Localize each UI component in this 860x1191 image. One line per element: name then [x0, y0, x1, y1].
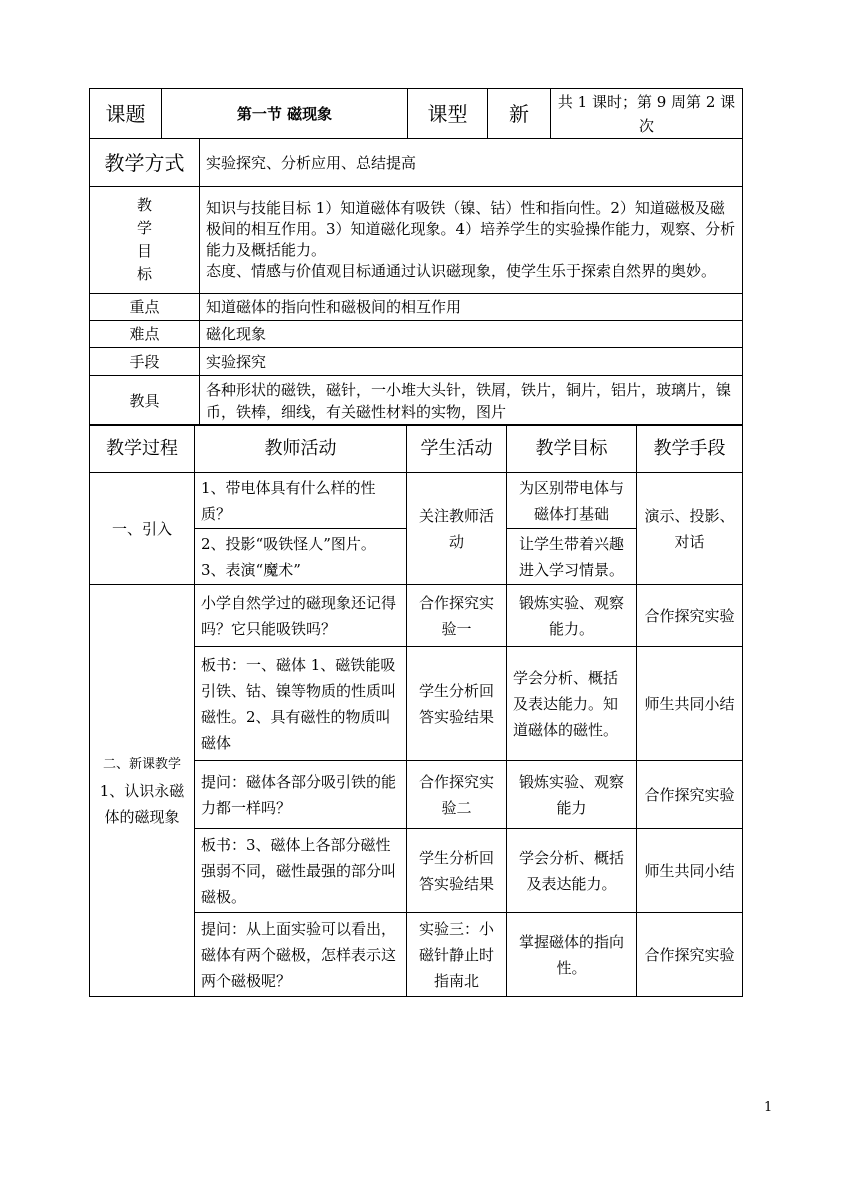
header-goal: 教学目标	[507, 425, 637, 473]
goals-row	[90, 187, 743, 294]
goals-knowledge: 知识与技能目标 1）知道磁体有吸铁（镍、钴）性和指向性。2）知道磁极及磁极间的相互作用。3）知道磁化现象。4）培养学生的实验操作能力，观察、分析能力及概括能力。	[206, 199, 736, 259]
lesson-goal: 学会分析、概括及表达能力。	[507, 829, 637, 913]
topic-row	[90, 89, 743, 139]
intro-teacher-1: 1、带电体具有什么样的性质？	[195, 473, 407, 529]
key-point-row	[90, 294, 743, 321]
header-student: 学生活动	[407, 425, 507, 473]
means-value: 实验探究	[200, 348, 743, 376]
goals-label-char: 目	[136, 242, 152, 260]
page-number: 1	[764, 1100, 773, 1115]
lesson-means: 合作探究实验	[637, 913, 743, 997]
goals-label-char: 学	[136, 219, 152, 237]
lesson-teacher: 提问：磁体各部分吸引铁的能力都一样吗？	[195, 761, 407, 829]
lesson-info-table	[89, 88, 743, 426]
intro-row-1	[90, 473, 743, 529]
process-table	[89, 424, 743, 997]
goals-content	[200, 187, 743, 294]
method-value: 实验探究、分析应用、总结提高	[200, 139, 743, 187]
key-point-value: 知道磁体的指向性和磁极间的相互作用	[200, 294, 743, 321]
lesson-goal: 锻炼实验、观察能力。	[507, 585, 637, 647]
schedule: 共 1 课时；第 9 周第 2 课次	[551, 89, 743, 139]
type-label: 课型	[408, 89, 488, 139]
process-header-row	[90, 425, 743, 473]
lesson-teacher: 小学自然学过的磁现象还记得吗？它只能吸铁吗？	[195, 585, 407, 647]
lesson-student: 学生分析回答实验结果	[407, 829, 507, 913]
lesson-student: 合作探究实验二	[407, 761, 507, 829]
lesson-student: 合作探究实验一	[407, 585, 507, 647]
header-means: 教学手段	[637, 425, 743, 473]
intro-means: 演示、投影、对话	[637, 473, 743, 585]
means-row	[90, 348, 743, 376]
means-label: 手段	[90, 348, 200, 376]
goals-label	[90, 187, 200, 294]
lesson-means: 合作探究实验	[637, 585, 743, 647]
new-lesson-stage-title: 二、新课教学	[102, 756, 181, 772]
type-value: 新	[488, 89, 551, 139]
lesson-goal: 学会分析、概括及表达能力。知道磁体的磁性。	[507, 647, 637, 761]
header-stage: 教学过程	[90, 425, 195, 473]
topic-label: 课题	[90, 89, 162, 139]
tools-value: 各种形状的磁铁，磁针，一小堆大头针，铁屑，铁片，铜片，铝片，玻璃片，镍币，铁棒，细线，有关磁性材料的实物，图片	[200, 376, 743, 426]
goals-attitude: 态度、情感与价值观目标通通过认识磁现象，使学生乐于探索自然界的奥妙。	[206, 262, 717, 280]
method-row	[90, 139, 743, 187]
intro-student: 关注教师活动	[407, 473, 507, 585]
lesson-student: 学生分析回答实验结果	[407, 647, 507, 761]
lesson-student: 实验三：小磁针静止时指南北	[407, 913, 507, 997]
lesson-goal: 锻炼实验、观察能力	[507, 761, 637, 829]
intro-teacher-2-text: 2、投影“吸铁怪人”图片。	[201, 534, 376, 553]
lesson-teacher: 板书：3、磁体上各部分磁性强弱不同，磁性最强的部分叫磁极。	[195, 829, 407, 913]
header-teacher: 教师活动	[195, 425, 407, 473]
difficulty-value: 磁化现象	[200, 321, 743, 348]
lesson-row	[90, 585, 743, 647]
difficulty-label: 难点	[90, 321, 200, 348]
difficulty-row	[90, 321, 743, 348]
method-label: 教学方式	[90, 139, 200, 187]
intro-teacher-2	[195, 529, 407, 585]
goals-label-char: 教	[136, 196, 152, 214]
topic-value: 第一节 磁现象	[162, 89, 408, 139]
lesson-goal: 掌握磁体的指向性。	[507, 913, 637, 997]
tools-label: 教具	[90, 376, 200, 426]
intro-goal-1: 为区别带电体与磁体打基础	[507, 473, 637, 529]
key-point-label: 重点	[90, 294, 200, 321]
new-lesson-stage	[90, 585, 195, 997]
lesson-means: 师生共同小结	[637, 647, 743, 761]
intro-stage: 一、引入	[90, 473, 195, 585]
goals-label-char: 标	[136, 265, 152, 283]
intro-goal-2: 让学生带着兴趣进入学习情景。	[507, 529, 637, 585]
intro-teacher-3-text: 3、表演“魔术”	[201, 560, 301, 579]
new-lesson-stage-sub: 1、认识永磁体的磁现象	[99, 781, 185, 826]
lesson-means: 师生共同小结	[637, 829, 743, 913]
lesson-means: 合作探究实验	[637, 761, 743, 829]
lesson-teacher: 板书：一、磁体 1、磁铁能吸引铁、钴、镍等物质的性质叫磁性。2、具有磁性的物质叫磁体	[195, 647, 407, 761]
lesson-teacher: 提问：从上面实验可以看出，磁体有两个磁极，怎样表示这两个磁极呢？	[195, 913, 407, 997]
tools-row	[90, 376, 743, 426]
